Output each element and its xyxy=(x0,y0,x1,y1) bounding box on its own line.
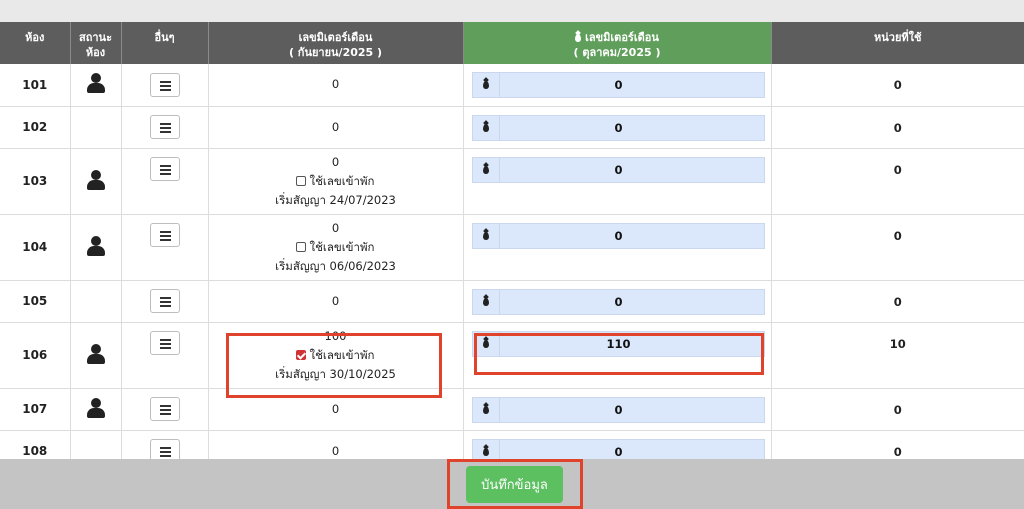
room-status xyxy=(70,64,121,106)
contract-start: เริ่มสัญญา 30/10/2025 xyxy=(275,366,396,381)
drop-icon-box xyxy=(473,440,500,460)
drop-icon-box xyxy=(473,158,500,182)
room-status xyxy=(70,214,121,280)
room-number: 105 xyxy=(0,280,70,322)
meter-input[interactable] xyxy=(472,397,765,423)
user-icon xyxy=(86,398,106,418)
meter-input[interactable] xyxy=(472,331,765,357)
menu-icon[interactable] xyxy=(150,397,180,421)
curr-meter-cell xyxy=(463,64,771,106)
room-number: 102 xyxy=(0,106,70,148)
header-units: หน่วยที่ใช้ xyxy=(771,22,1024,64)
room-status xyxy=(70,280,121,322)
table-row xyxy=(0,214,1024,280)
menu-icon[interactable] xyxy=(150,223,180,247)
other-cell xyxy=(121,148,208,214)
room-number: 106 xyxy=(0,322,70,388)
water-drop-icon xyxy=(483,340,489,348)
use-movein-label: ใช้เลขเข้าพัก xyxy=(309,239,375,254)
save-button[interactable]: บันทึกข้อมูล xyxy=(466,466,563,503)
units-used: 0 xyxy=(771,106,1024,148)
top-bar xyxy=(0,0,1024,22)
prev-meter-cell xyxy=(208,214,463,280)
drop-icon-box xyxy=(473,290,500,314)
prev-meter-cell xyxy=(208,64,463,106)
use-movein-checkbox[interactable] xyxy=(296,242,306,252)
curr-meter-cell xyxy=(463,280,771,322)
meter-input-value[interactable]: 0 xyxy=(614,162,623,177)
table-header-row xyxy=(0,22,1024,64)
other-cell xyxy=(121,214,208,280)
menu-icon[interactable] xyxy=(150,289,180,313)
water-drop-icon xyxy=(483,448,489,456)
use-movein-checkbox[interactable] xyxy=(296,176,306,186)
meter-input-value[interactable]: 110 xyxy=(606,336,631,351)
units-used: 0 xyxy=(771,64,1024,106)
meter-input-value[interactable]: 0 xyxy=(614,294,623,309)
curr-meter-cell xyxy=(463,388,771,430)
meter-table xyxy=(0,22,1024,459)
room-status xyxy=(70,388,121,430)
menu-icon[interactable] xyxy=(150,157,180,181)
units-used: 0 xyxy=(771,430,1024,459)
prev-meter-cell xyxy=(208,280,463,322)
water-drop-icon xyxy=(483,124,489,132)
curr-meter-cell xyxy=(463,430,771,459)
prev-meter-value: 100 xyxy=(324,328,347,343)
header-other: อื่นๆ xyxy=(121,22,208,64)
header-current-meter: เลขมิเตอร์เดือน ( ตุลาคม/2025 ) xyxy=(463,22,771,64)
table-row xyxy=(0,280,1024,322)
water-drop-icon xyxy=(483,166,489,174)
other-cell xyxy=(121,430,208,459)
meter-input[interactable] xyxy=(472,115,765,141)
room-number: 108 xyxy=(0,430,70,459)
other-cell xyxy=(121,322,208,388)
meter-input-value[interactable]: 0 xyxy=(614,78,623,92)
room-status xyxy=(70,106,121,148)
units-used: 0 xyxy=(771,388,1024,430)
menu-icon[interactable] xyxy=(150,439,180,459)
user-icon xyxy=(86,73,106,93)
meter-input[interactable] xyxy=(472,72,765,98)
meter-input[interactable] xyxy=(472,223,765,249)
contract-start: เริ่มสัญญา 06/06/2023 xyxy=(275,258,396,273)
table-row xyxy=(0,64,1024,106)
room-number: 103 xyxy=(0,148,70,214)
use-movein-label: ใช้เลขเข้าพัก xyxy=(309,173,375,188)
drop-icon-box xyxy=(473,332,500,356)
header-room: ห้อง xyxy=(0,22,70,64)
table-row xyxy=(0,430,1024,459)
prev-meter-cell xyxy=(208,430,463,459)
table-row xyxy=(0,106,1024,148)
water-drop-icon xyxy=(483,298,489,306)
menu-icon[interactable] xyxy=(150,115,180,139)
prev-meter-cell xyxy=(208,106,463,148)
prev-meter-value: 0 xyxy=(331,154,340,169)
other-cell xyxy=(121,280,208,322)
use-movein-option[interactable] xyxy=(209,346,463,365)
prev-meter-cell xyxy=(208,322,463,388)
room-number: 107 xyxy=(0,388,70,430)
water-drop-icon xyxy=(483,406,489,414)
menu-icon[interactable] xyxy=(150,331,180,355)
other-cell xyxy=(121,106,208,148)
header-prev-meter: เลขมิเตอร์เดือน ( กันยายน/2025 ) xyxy=(208,22,463,64)
menu-icon[interactable] xyxy=(150,73,180,97)
meter-input-value[interactable]: 0 xyxy=(614,120,623,135)
meter-input-value[interactable]: 0 xyxy=(614,444,623,459)
prev-meter-value: 0 xyxy=(331,443,340,458)
prev-meter-value: 0 xyxy=(331,119,340,134)
prev-meter-cell xyxy=(208,148,463,214)
drop-icon-box xyxy=(473,398,500,422)
units-used: 0 xyxy=(771,280,1024,322)
water-drop-icon xyxy=(575,34,581,42)
other-cell xyxy=(121,388,208,430)
table-row xyxy=(0,322,1024,388)
drop-icon-box xyxy=(473,224,500,248)
curr-meter-cell xyxy=(463,106,771,148)
other-cell xyxy=(121,64,208,106)
prev-meter-cell xyxy=(208,388,463,430)
room-status xyxy=(70,148,121,214)
meter-table-container[interactable] xyxy=(0,22,1024,459)
meter-input-value[interactable]: 0 xyxy=(614,228,623,243)
header-status: สถานะ ห้อง xyxy=(70,22,121,64)
use-movein-checkbox[interactable] xyxy=(296,350,306,360)
meter-input-value[interactable]: 0 xyxy=(614,402,623,417)
meter-input[interactable] xyxy=(472,157,765,183)
prev-meter-value: 0 xyxy=(331,293,340,308)
table-row xyxy=(0,388,1024,430)
prev-meter-value: 0 xyxy=(331,77,340,92)
room-status xyxy=(70,430,121,459)
room-number: 104 xyxy=(0,214,70,280)
water-drop-icon xyxy=(483,232,489,240)
user-icon xyxy=(86,170,106,190)
prev-meter-value: 0 xyxy=(331,401,340,416)
units-used: 0 xyxy=(771,214,1024,280)
units-used: 10 xyxy=(771,322,1024,388)
water-drop-icon xyxy=(483,81,489,89)
units-used: 0 xyxy=(771,148,1024,214)
drop-icon-box xyxy=(473,73,500,97)
use-movein-option[interactable] xyxy=(209,238,463,257)
prev-meter-value: 0 xyxy=(331,220,340,235)
use-movein-label: ใช้เลขเข้าพัก xyxy=(309,347,375,362)
room-status xyxy=(70,322,121,388)
curr-meter-cell xyxy=(463,214,771,280)
drop-icon-box xyxy=(473,116,500,140)
table-row xyxy=(0,148,1024,214)
meter-input[interactable] xyxy=(472,439,765,460)
use-movein-option[interactable] xyxy=(209,172,463,191)
contract-start: เริ่มสัญญา 24/07/2023 xyxy=(275,192,396,207)
meter-input[interactable] xyxy=(472,289,765,315)
user-icon xyxy=(86,344,106,364)
room-number: 101 xyxy=(0,64,70,106)
user-icon xyxy=(86,236,106,256)
curr-meter-cell xyxy=(463,322,771,388)
curr-meter-cell xyxy=(463,148,771,214)
